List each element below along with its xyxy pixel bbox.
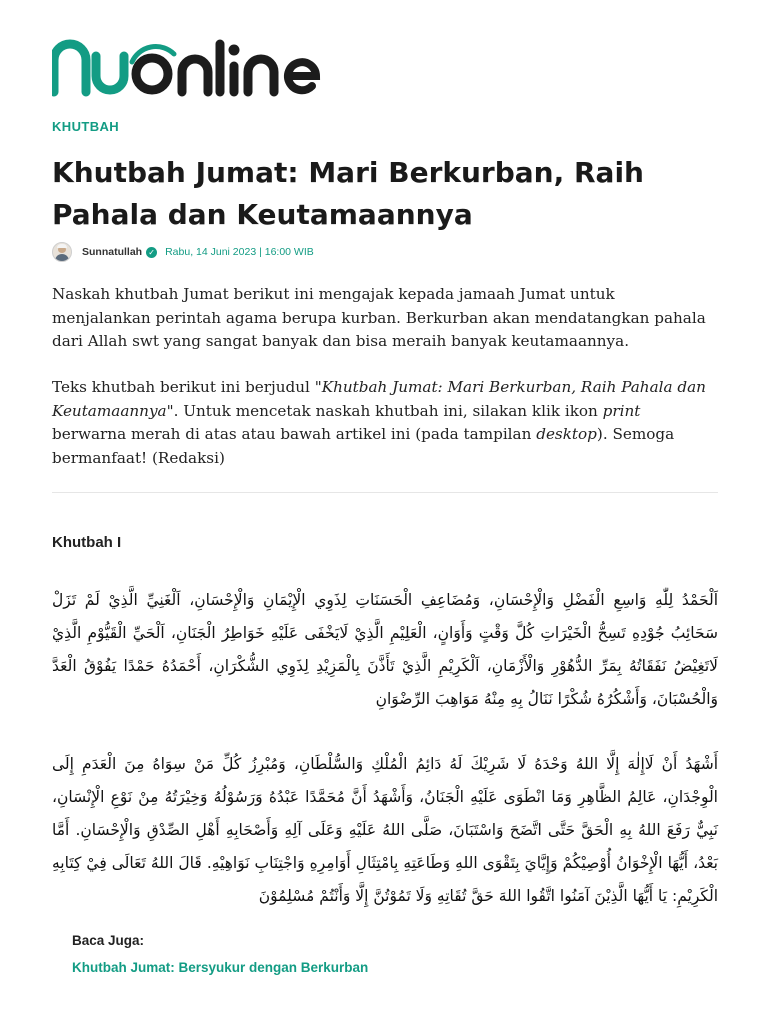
- note-text-4: ). Semoga bermanfaat! (Redaksi): [52, 425, 675, 467]
- section-heading: Khutbah I: [52, 534, 122, 551]
- article-intro: Naskah khutbah Jumat berikut ini mengajak kepada jamaah Jumat untuk menjalankan perintah agama berupa kurban. Berkurban akan mendatangkan pahala dari Allah swt yang sangat banyak dan bisa meraih banyak keutamaannya.: [52, 285, 706, 351]
- article-title: Khutbah Jumat: Mari Berkurban, Raih Pahala dan Keutamaannya: [52, 156, 644, 231]
- read-also-link[interactable]: Khutbah Jumat: Bersyukur dengan Berkurban: [72, 960, 369, 975]
- arabic-paragraph-2: أَشْهَدُ أَنْ لَاإِلٰهَ إِلَّا اللهُ وَحْدَهُ لَا شَرِيْكَ لَهُ دَائِمُ الْمُلْكِ وَالسُّلْطَانِ، وَمُبْرِزُ كُلِّ مَنْ سِوَاهُ مِنَ الْعَدَمِ إِلَى الْوِجْدَانِ، عَالِمُ الظَّاهِرِ وَمَا انْطَوَى عَلَيْهِ الْجَنَانُ، وَأَشْهَدُ أَنَّ مُحَمَّدًا عَبْدُهُ وَرَسُوْلُهُ وَخِيْرَتُهُ مِنْ نَوْعِ الْإِنْسَانِ، نَبِيٌّ رَفَعَ اللهُ بِهِ الْحَقَّ حَتَّى اتَّضَحَ وَاسْتَبَانَ، صَلَّى اللهُ عَلَيْهِ وَعَلَى آلِهِ وَأَصْحَابِهِ أَهْلِ الصِّدْقِ وَالْإِحْسَانِ. أَمَّا بَعْدُ، أَيُّهَا الْإِخْوَانُ أُوْصِيْكُمْ وَإِيَّايَ بِتَقْوَى اللهِ وَطَاعَتِهِ بِامْتِثَالِ أَوَامِرِهِ وَاجْتِنَابِ نَوَاهِيْهِ. قَالَ اللهُ تَعَالَى فِيْ كِتَابِهِ الْكَرِيْمِ: يَا أَيُّهَا الَّذِيْنَ آمَنُوا اتَّقُوا اللهَ حَقَّ تُقَاتِهِ وَلَا تَمُوْتُنَّ إِلَّا وَأَنْتُمْ مُسْلِمُوْنَ: [52, 755, 718, 905]
- article-category[interactable]: KHUTBAH: [52, 119, 120, 134]
- verified-check-icon: ✓: [146, 247, 157, 258]
- note-print-italic: print: [602, 401, 641, 420]
- note-text-2: ". Untuk mencetak naskah khutbah ini, silakan klik ikon: [166, 401, 603, 420]
- note-desktop-italic: desktop: [536, 425, 597, 444]
- section-divider: [52, 492, 718, 493]
- note-title-italic: Khutbah Jumat: Mari Berkurban, Raih Pahala dan Keutamaannya: [52, 378, 706, 420]
- author-name[interactable]: Sunnatullah: [82, 246, 143, 258]
- note-text-1: Teks khutbah berikut ini berjudul ": [52, 378, 322, 396]
- publish-date: Rabu, 14 Juni 2023 | 16:00 WIB: [165, 246, 314, 258]
- nu-online-logo-mark: [52, 36, 322, 100]
- note-text-3: berwarna merah di atas atau bawah artikel ini (pada tampilan: [52, 425, 537, 444]
- nu-online-logo[interactable]: [52, 36, 322, 100]
- article-note: [52, 376, 718, 470]
- read-also-label: Baca Juga:: [72, 933, 145, 948]
- author-avatar[interactable]: [52, 242, 72, 262]
- article-meta: [52, 242, 314, 262]
- arabic-paragraph-1: اَلْحَمْدُ لِلّٰهِ وَاسِعِ الْفَضْلِ وَالْإِحْسَانِ، وَمُضَاعِفِ الْحَسَنَاتِ لِذَوِي الْإِيْمَانِ وَالْإِحْسَانِ، اَلْغَنِيِّ الَّذِيْ لَمْ تَزَلْ سَحَائِبُ جُوْدِهِ تَسِحُّ الْخَيْرَاتِ كُلَّ وَقْتٍ وَأَوَانٍ، الْعَلِيْمِ الَّذِيْ لَايَخْفَى عَلَيْهِ خَوَاطِرُ الْجَنَانِ، اَلْحَيِّ الْقَيُّوْمِ الَّذِيْ لَاتَغِيْضُ نَفَقَاتُهُ بِمَرِّ الدُّهُوْرِ وَالْأَزْمَانِ، اَلْكَرِيْمِ الَّذِيْ تَأَذَّنَ بِالْمَزِيْدِ لِذَوِي الشُّكْرَانِ، أَحْمَدُهُ حَمْدًا يَفُوْقُ الْعَدَّ وَالْحُسْبَانَ، وَأَشْكُرُهُ شُكْرًا نَنَالُ بِهِ مِنْهُ مَوَاهِبَ الرِّضْوَانِ: [52, 591, 718, 708]
